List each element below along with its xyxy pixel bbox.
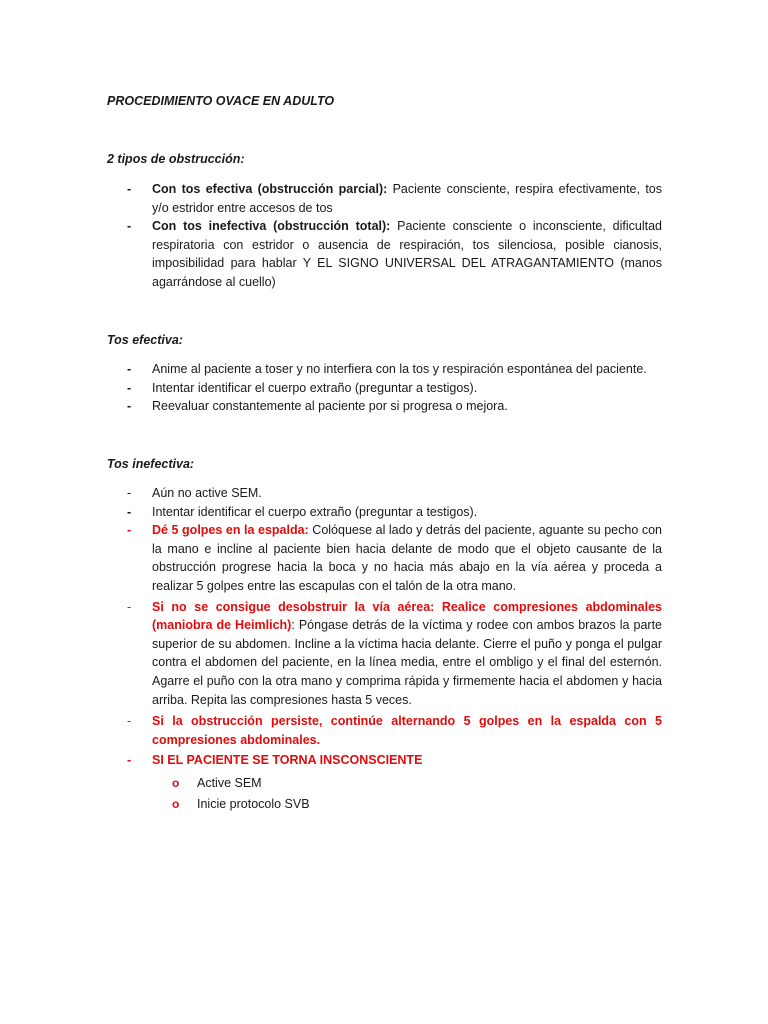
list-item bbox=[127, 379, 662, 398]
item-red-label: Si la obstrucción persiste, continúe alternando 5 golpes en la espalda con 5 compresiones abdominales. bbox=[152, 714, 662, 747]
list-item bbox=[127, 598, 662, 710]
sub-item-text: Inicie protocolo SVB bbox=[197, 796, 310, 811]
page-title: PROCEDIMIENTO OVACE EN ADULTO bbox=[107, 94, 335, 108]
item-text: Intentar identificar el cuerpo extraño (preguntar a testigos). bbox=[152, 504, 478, 519]
item-text: Aún no active SEM. bbox=[152, 486, 262, 500]
dash-bullet: - bbox=[127, 362, 132, 376]
dash-bullet: - bbox=[127, 219, 132, 234]
section-heading-obstruction-types: 2 tipos de obstrucción: bbox=[107, 152, 245, 166]
list-item bbox=[127, 217, 662, 291]
list-item bbox=[127, 180, 662, 217]
section-heading-effective-cough: Tos efectiva: bbox=[107, 333, 183, 347]
dash-bullet: - bbox=[127, 753, 132, 768]
list-item bbox=[127, 360, 662, 379]
item-text: Colóquese al lado y detrás del paciente, aguante su pecho con la mano e incline al paciente bien hacia delante de modo que el objeto causante de la obstrucción progrese hacia la boca y no hacia más abajo en la vía aérea y proceda a realizar 5 golpes entre las escapulas con el talón de la otra mano. bbox=[152, 523, 662, 593]
dash-bullet: - bbox=[127, 182, 132, 196]
obstruction-types-list bbox=[127, 180, 662, 292]
item-bold-label: Con tos efectiva (obstrucción parcial): bbox=[152, 182, 388, 196]
circle-bullet-icon: o bbox=[172, 796, 180, 811]
dash-bullet: - bbox=[127, 523, 132, 538]
dash-bullet: - bbox=[127, 599, 132, 614]
list-item bbox=[127, 503, 662, 522]
list-item bbox=[127, 712, 662, 749]
circle-bullet-icon: o bbox=[172, 775, 180, 790]
list-item bbox=[127, 521, 662, 595]
unconscious-sublist bbox=[152, 773, 662, 815]
dash-bullet: - bbox=[127, 504, 132, 519]
dash-bullet: - bbox=[127, 380, 132, 395]
item-red-label: Si no se consigue desobstruir la vía aérea: Realice compresiones abdominales (maniobra de Heimlich) bbox=[152, 599, 662, 633]
item-red-label: Dé 5 golpes en la espalda: bbox=[152, 523, 309, 538]
ineffective-cough-list bbox=[127, 484, 662, 815]
list-item bbox=[127, 484, 662, 503]
item-text: Paciente consciente, respira efectivamente, tos y/o estridor entre accesos de tos bbox=[152, 182, 662, 215]
sub-item-text: Active SEM bbox=[197, 775, 262, 790]
list-item bbox=[127, 397, 662, 416]
item-text: Intentar identificar el cuerpo extraño (preguntar a testigos). bbox=[152, 380, 478, 395]
sub-list-item bbox=[172, 794, 662, 815]
dash-bullet: - bbox=[127, 399, 132, 414]
sub-list-item bbox=[172, 773, 662, 794]
section-heading-ineffective-cough: Tos inefectiva: bbox=[107, 457, 195, 471]
item-text: Anime al paciente a toser y no interfiera con la tos y respiración espontánea del paciente. bbox=[152, 362, 647, 376]
item-text: : Póngase detrás de la víctima y rodee con ambos brazos la parte superior de su abdomen. Incline a la víctima hacia delante. Cierre el puño y ponga el pulgar contra el abdomen del paciente, en la línea media, entre el ombligo y el final del esternón. Agarre el puño con la otra mano y comprima rápida y firmemente hacia el abdomen y hacia arriba. Repita las compresiones hasta 5 veces. bbox=[152, 618, 662, 707]
item-text: Reevaluar constantemente al paciente por si progresa o mejora. bbox=[152, 399, 508, 414]
item-red-label: SI EL PACIENTE SE TORNA INSCONSCIENTE bbox=[152, 753, 423, 768]
dash-bullet: - bbox=[127, 486, 132, 500]
item-bold-label: Con tos inefectiva (obstrucción total): bbox=[152, 219, 391, 234]
item-text: Paciente consciente o inconsciente, dificultad respiratoria con estridor o ausencia de respiración, tos silenciosa, posible cianosis, imposibilidad para hablar Y EL SIGNO UNIVERSAL DEL ATRAGANTAMIENTO (manos agarrándose al cuello) bbox=[152, 219, 662, 289]
dash-bullet: - bbox=[127, 714, 132, 729]
list-item bbox=[127, 751, 662, 815]
effective-cough-list bbox=[127, 360, 662, 416]
